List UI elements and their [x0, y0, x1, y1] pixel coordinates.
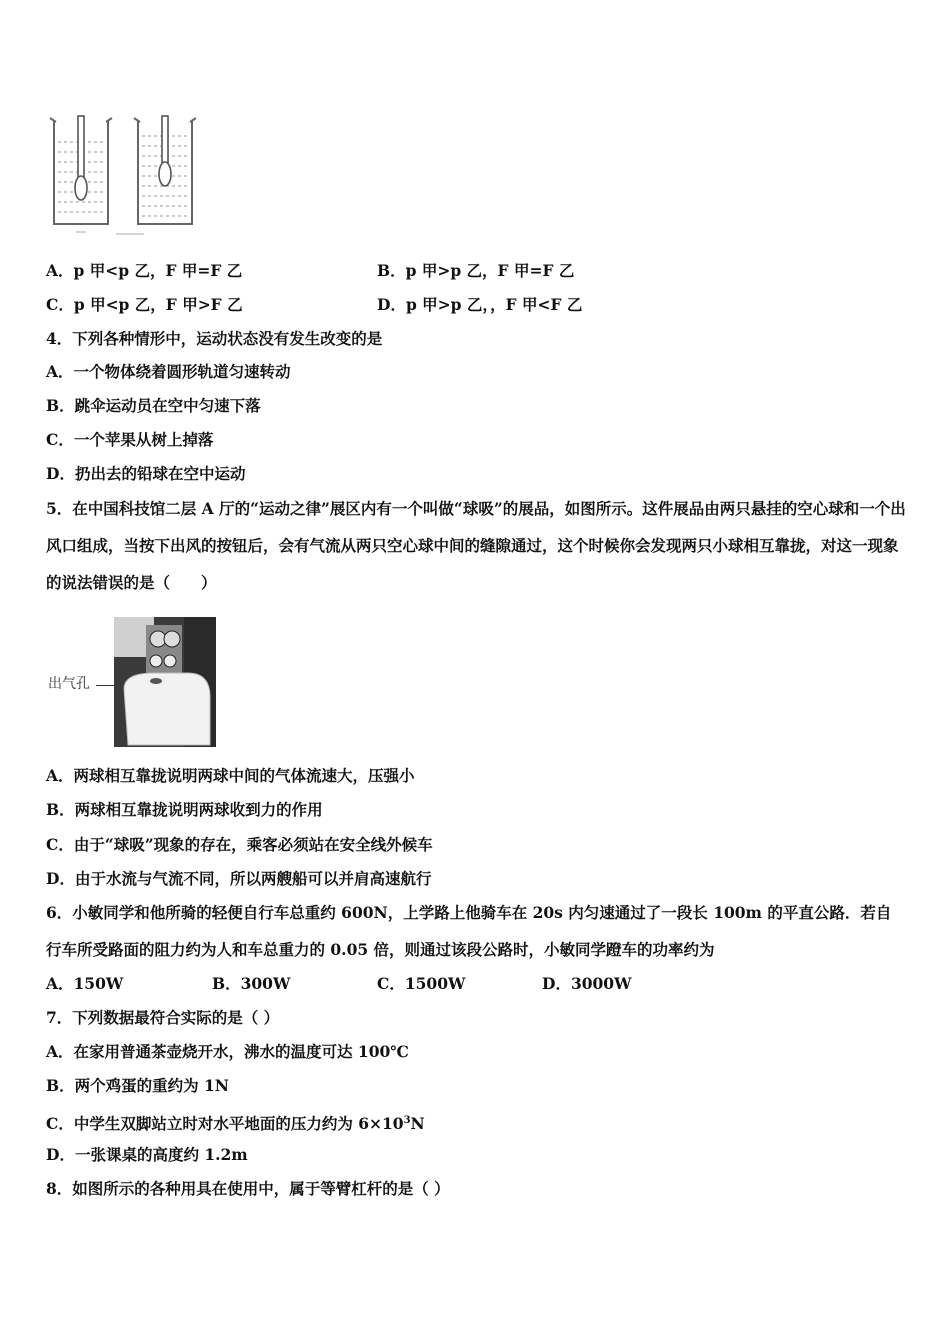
outlet-label: 出气孔 — [48, 676, 90, 692]
q5-option-b: B．两球相互靠拢说明两球收到力的作用 — [46, 800, 323, 819]
q3-option-c: C．p 甲<p 乙，F 甲>F 乙 — [46, 295, 243, 314]
exhibit-photo — [114, 617, 216, 747]
q4-stem: 4．下列各种情形中，运动状态没有发生改变的是 — [46, 329, 383, 348]
q7-option-c-unit: N — [410, 1114, 425, 1134]
q4-option-b: B．跳伞运动员在空中匀速下落 — [46, 396, 261, 415]
q7-option-a: A．在家用普通茶壶烧开水，沸水的温度可达 100℃ — [46, 1042, 409, 1061]
q7-option-b: B．两个鸡蛋的重约为 1N — [46, 1076, 229, 1095]
q4-option-d: D．扔出去的铅球在空中运动 — [46, 464, 246, 483]
beakers-figure — [46, 112, 206, 240]
q4-option-a: A．一个物体绕着圆形轨道匀速转动 — [46, 362, 291, 381]
q5-option-d: D．由于水流与气流不同，所以两艘船可以并肩高速航行 — [46, 869, 432, 888]
q3-option-a: A．p 甲<p 乙，F 甲=F 乙 — [46, 261, 243, 280]
q7-option-c — [46, 1111, 425, 1134]
q6-option-c: C．1500W — [377, 974, 466, 993]
q5-option-c: C．由于“球吸”现象的存在，乘客必须站在安全线外候车 — [46, 835, 433, 854]
q6-stem: 6．小敏同学和他所骑的轻便自行车总重约 600N，上学路上他骑车在 20s 内匀速通过了一段长 100m 的平直公路．若自行车所受路面的阻力约为人和车总重力的 0.05 倍，则通过该段公路时，小敏同学蹬车的功率约为 — [46, 903, 892, 959]
ball-suction-figure — [46, 615, 218, 747]
q5-stem: 5．在中国科技馆二层 A 厅的“运动之律”展区内有一个叫做“球吸”的展品，如图所示。这件展品由两只悬挂的空心球和一个出风口组成，当按下出风的按钮后，会有气流从两只空心球中间的缝隙通过，这个时候你会发现两只小球相互靠拢，对这一现象的说法错误的是（ ） — [46, 499, 906, 592]
q4-option-c: C．一个苹果从树上掉落 — [46, 430, 214, 449]
q3-option-d: D．p 甲>p 乙，，F 甲<F 乙 — [377, 295, 583, 314]
q3-option-b: B．p 甲>p 乙，F 甲=F 乙 — [377, 261, 575, 280]
q8-stem: 8．如图所示的各种用具在使用中，属于等臂杠杆的是（ ） — [46, 1179, 450, 1198]
q7-stem: 7．下列数据最符合实际的是（ ） — [46, 1008, 280, 1027]
q7-option-c-text: C．中学生双脚站立时对水平地面的压力约为 6×10 — [46, 1114, 404, 1134]
q7-option-d: D．一张课桌的高度约 1.2m — [46, 1145, 248, 1164]
q6-option-a: A．150W — [46, 974, 124, 993]
q6-option-d: D．3000W — [542, 974, 632, 993]
q7-option-c-exponent: 3 — [403, 1115, 411, 1126]
q6-option-b: B．300W — [212, 974, 291, 993]
q5-option-a: A．两球相互靠拢说明两球中间的气体流速大，压强小 — [46, 766, 415, 785]
